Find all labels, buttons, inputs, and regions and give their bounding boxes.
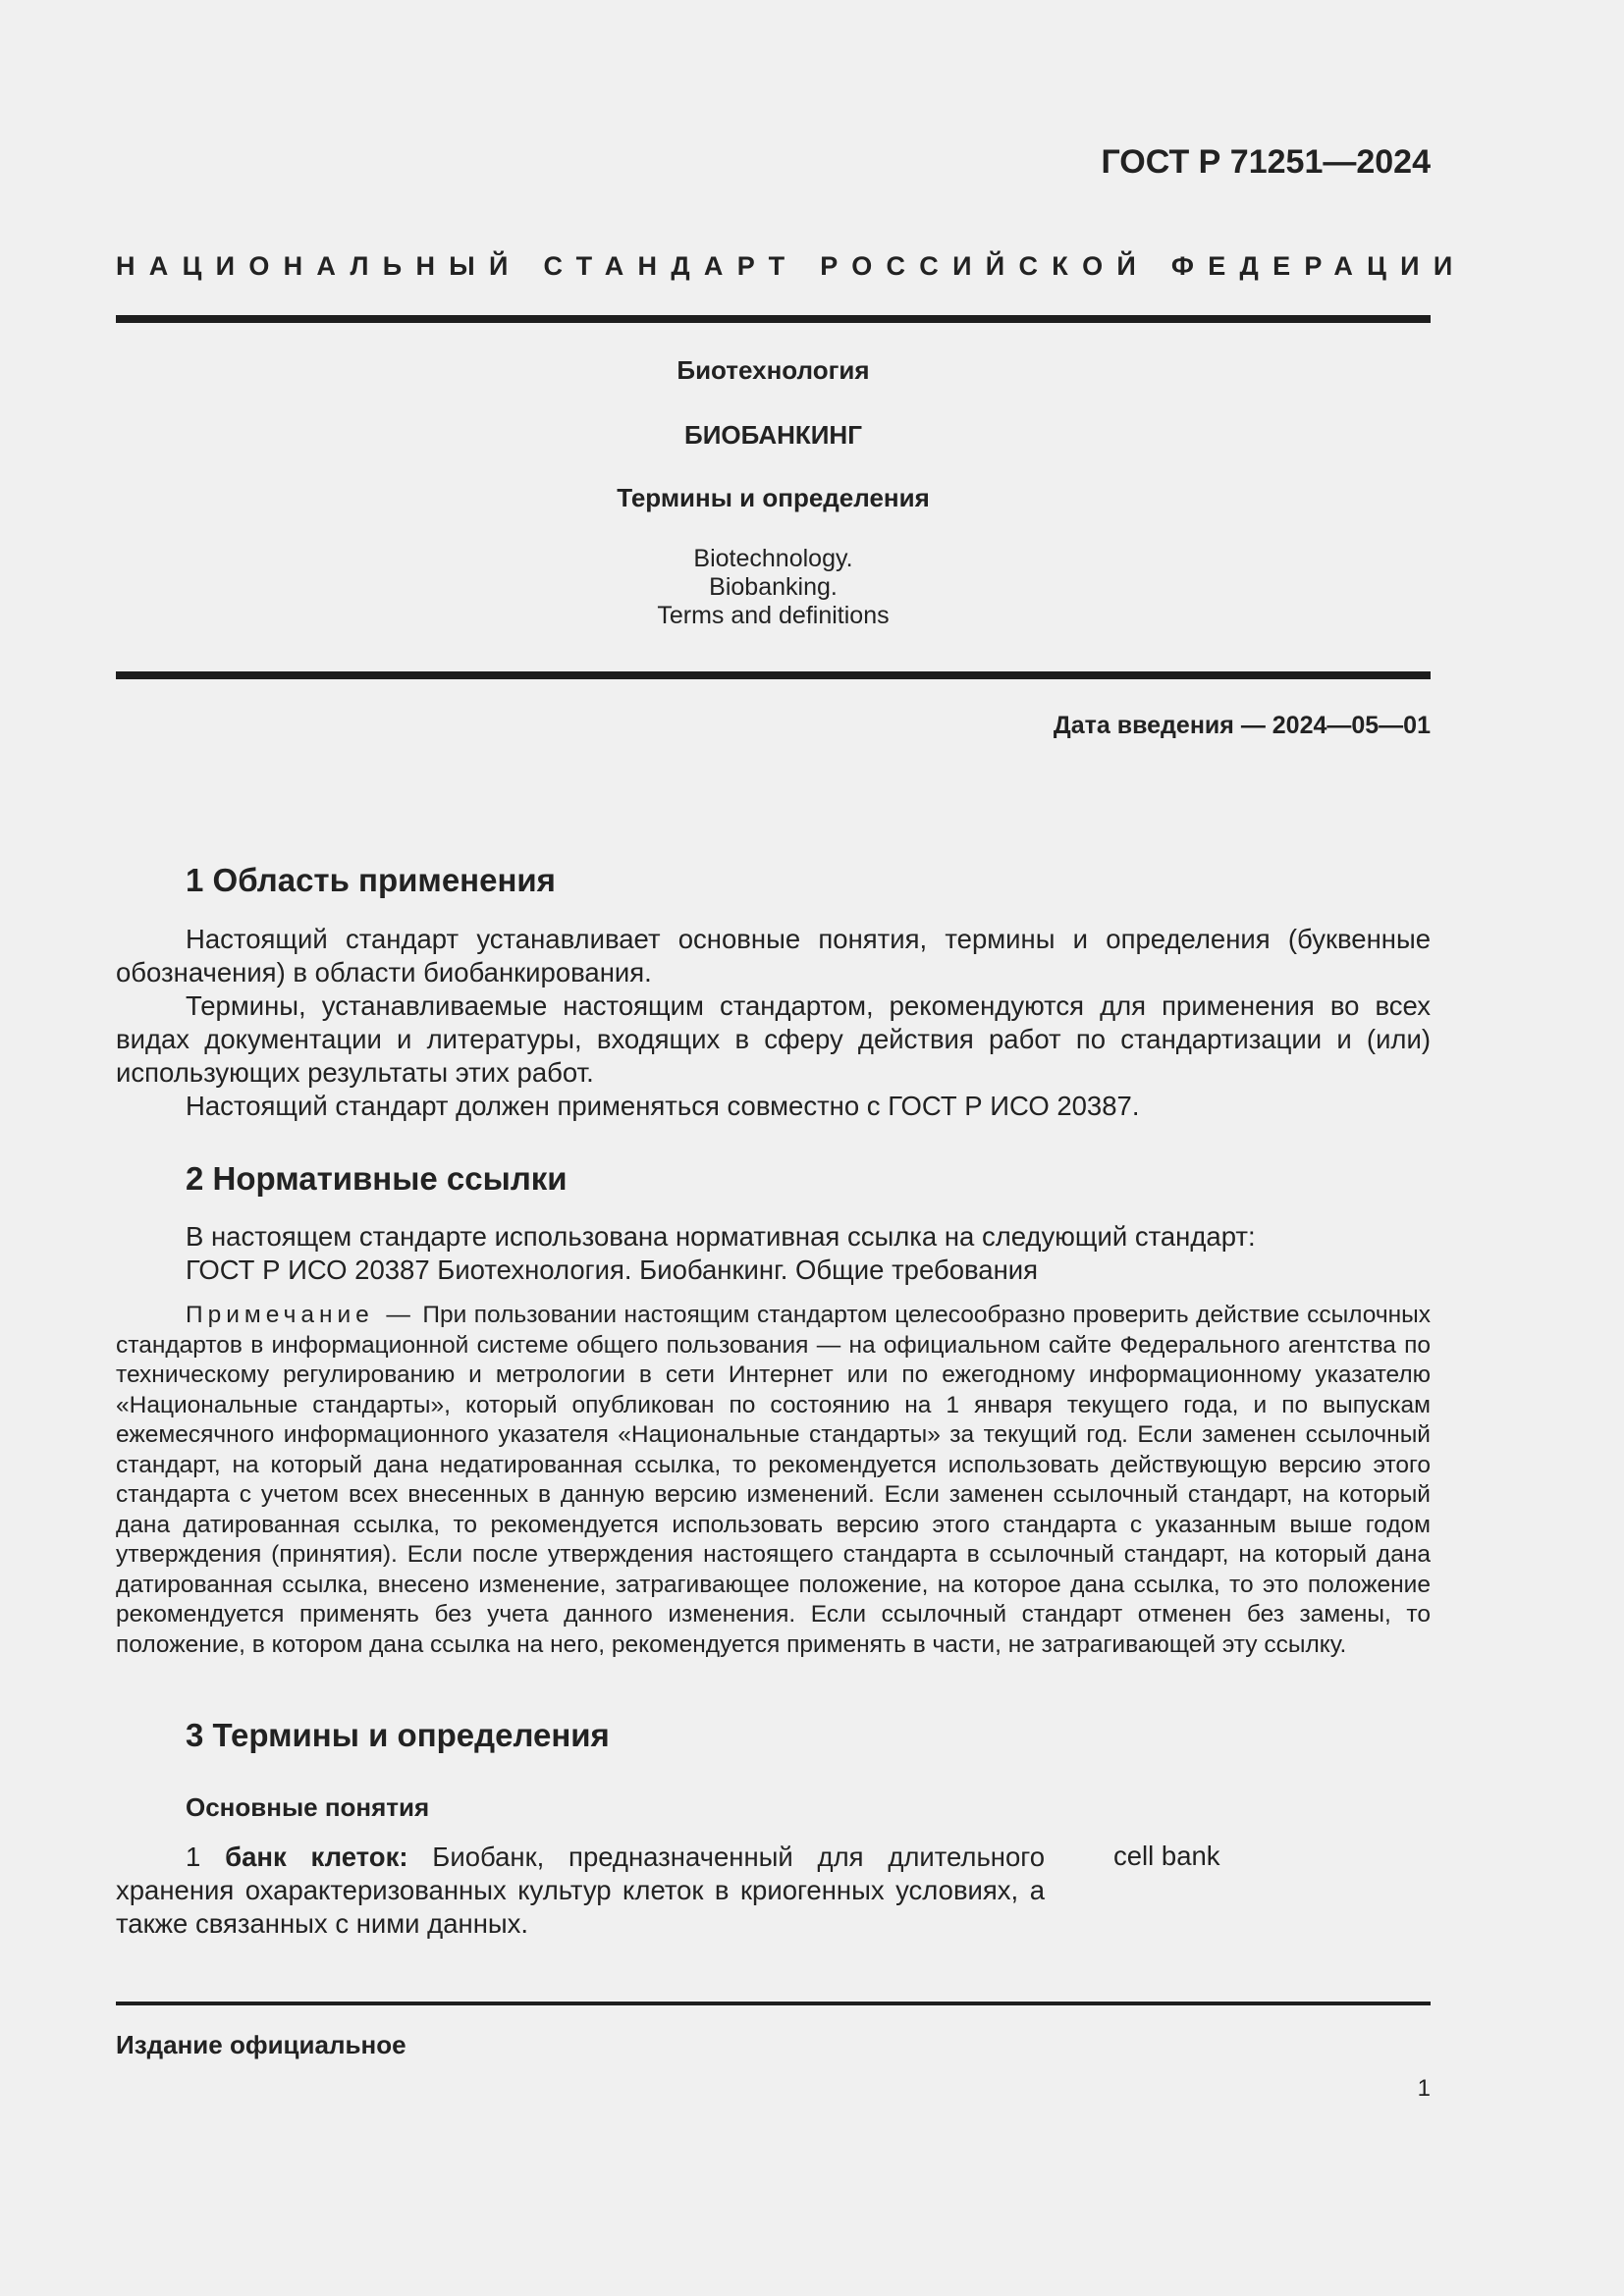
section-1-paragraph-2: Термины, устанавливаемые настоящим стандартом, рекомендуются для применения во всех видах документации и литературы, входящих в сферу действия работ по стандартизации и (или) использующих результаты этих работ. xyxy=(116,990,1431,1088)
title-field: Биотехнология xyxy=(677,355,870,385)
section-1-paragraph-3: Настоящий стандарт должен применяться совместно с ГОСТ Р ИСО 20387. xyxy=(186,1091,1140,1121)
section-1-heading: 1 Область применения xyxy=(186,862,556,898)
title-main: БИОБАНКИНГ xyxy=(684,420,862,450)
section-2-note xyxy=(116,1301,1431,1660)
title-english-1: Biotechnology. xyxy=(693,545,853,572)
title-english-2: Biobanking. xyxy=(709,573,838,601)
term-entry xyxy=(116,1841,1045,1941)
section-2-heading: 2 Нормативные ссылки xyxy=(186,1160,568,1197)
page-number: 1 xyxy=(1417,2075,1431,2102)
note-text: При пользовании настоящим стандартом целесообразно проверить действие ссылочных стандартов в информационной системе общего пользования — на официальном сайте Федерального агентства по техническому регулированию и метрологии в сети Интернет или по ежегодному информационному указателю «Национальные стандарты», который опубликован по состоянию на 1 января текущего года, и по выпускам ежемесячного информационного указателя «Национальные стандарты» за текущий год. Если заменен ссылочный стандарт, на который дана недатированная ссылка, то рекомендуется использовать действующую версию этого стандарта с учетом всех внесенных в данную версию изменений. Если заменен ссылочный стандарт, на который дана датированная ссылка, то рекомендуется использовать версию этого стандарта с указанным выше годом утверждения (принятия). Если после утверждения настоящего стандарта в ссылочный стандарт, на который дана датированная ссылка, внесено изменение, затрагивающее положение, на которое дана ссылка, то это положение рекомендуется применять без учета данного изменения. Если ссылочный стандарт отменен без замены, то положение, в котором дана ссылка на него, рекомендуется применять в части, не затрагивающей эту ссылку. xyxy=(116,1302,1431,1658)
section-3-subheading: Основные понятия xyxy=(186,1792,430,1822)
title-english-3: Terms and definitions xyxy=(657,602,890,629)
term-number: 1 xyxy=(186,1842,201,1872)
section-1-paragraph-1: Настоящий стандарт устанавливает основные понятия, термины и определения (буквенные обозначения) в области биобанкирования. xyxy=(116,924,1431,988)
national-standard-banner: НАЦИОНАЛЬНЫЙ СТАНДАРТ РОССИЙСКОЙ ФЕДЕРАЦИИ xyxy=(116,251,1467,281)
title-subtitle: Термины и определения xyxy=(617,483,930,512)
term-english-equivalent: cell bank xyxy=(1113,1841,1220,1871)
official-edition-label: Издание официальное xyxy=(116,2030,406,2059)
bottom-title-rule xyxy=(116,671,1431,679)
term-definition: Биобанк, предназначенный для длительного хранения охарактеризованных культур клеток в криогенных условиях, а также связанных с ними данных. xyxy=(116,1842,1046,1939)
note-label: Примечание — xyxy=(186,1302,415,1328)
section-2-intro: В настоящем стандарте использована нормативная ссылка на следующий стандарт: xyxy=(186,1221,1256,1252)
normative-reference: ГОСТ Р ИСО 20387 Биотехнология. Биобанкинг. Общие требования xyxy=(186,1255,1039,1285)
introduction-date: Дата введения — 2024—05—01 xyxy=(1053,712,1431,739)
document-number: ГОСТ Р 71251—2024 xyxy=(1101,143,1431,181)
top-rule xyxy=(116,315,1431,323)
section-3-heading: 3 Термины и определения xyxy=(186,1717,610,1753)
term-name: банк клеток: xyxy=(225,1842,408,1872)
footer-rule xyxy=(116,2002,1431,2005)
